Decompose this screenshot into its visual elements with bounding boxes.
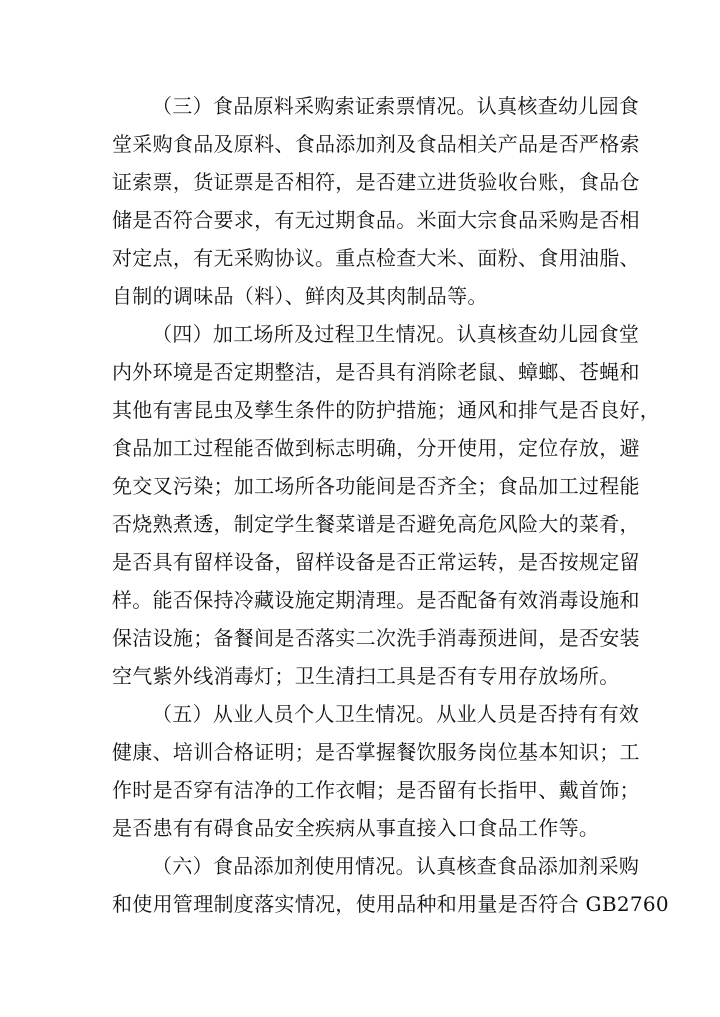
text-line: 堂采购食品及原料、食品添加剂及食品相关产品是否严格索 bbox=[112, 132, 640, 156]
text-line: 自制的调味品（料）、鲜肉及其肉制品等。 bbox=[112, 284, 488, 308]
text-line: （六）食品添加剂使用情况。认真核查食品添加剂采购 bbox=[152, 854, 640, 878]
text-line: 健康、培训合格证明；是否掌握餐饮服务岗位基本知识；工 bbox=[112, 740, 640, 764]
text-line: 其他有害昆虫及孳生条件的防护措施；通风和排气是否良好， bbox=[112, 398, 661, 422]
text-line: 作时是否穿有洁净的工作衣帽；是否留有长指甲、戴首饰； bbox=[112, 778, 640, 802]
text-line: 储是否符合要求，有无过期食品。米面大宗食品采购是否相 bbox=[112, 208, 640, 232]
text-line: 对定点，有无采购协议。重点检查大米、面粉、食用油脂、 bbox=[112, 246, 640, 270]
text-line: 保洁设施；备餐间是否落实二次洗手消毒预进间，是否安装 bbox=[112, 626, 640, 650]
text-line: 否烧熟煮透，制定学生餐菜谱是否避免高危风险大的菜肴， bbox=[112, 512, 640, 536]
text-line: 是否患有有碍食品安全疾病从事直接入口食品工作等。 bbox=[112, 816, 600, 840]
text-line: 和使用管理制度落实情况，使用品种和用量是否符合 GB2760 bbox=[112, 892, 669, 916]
text-line: 证索票，货证票是否相符，是否建立进货验收台账，食品仓 bbox=[112, 170, 640, 194]
text-line: 是否具有留样设备，留样设备是否正常运转，是否按规定留 bbox=[112, 550, 640, 574]
text-line: 食品加工过程能否做到标志明确，分开使用，定位存放，避 bbox=[112, 436, 640, 460]
text-line: 空气紫外线消毒灯；卫生清扫工具是否有专用存放场所。 bbox=[112, 664, 620, 688]
text-line: （四）加工场所及过程卫生情况。认真核查幼儿园食堂 bbox=[152, 322, 640, 346]
text-line: （三）食品原料采购索证索票情况。认真核查幼儿园食 bbox=[152, 94, 640, 118]
text-line: 内外环境是否定期整洁，是否具有消除老鼠、蟑螂、苍蝇和 bbox=[112, 360, 640, 384]
text-line: 样。能否保持冷藏设施定期清理。是否配备有效消毒设施和 bbox=[112, 588, 640, 612]
text-line: （五）从业人员个人卫生情况。从业人员是否持有有效 bbox=[152, 702, 640, 726]
text-line: 免交叉污染；加工场所各功能间是否齐全；食品加工过程能 bbox=[112, 474, 640, 498]
